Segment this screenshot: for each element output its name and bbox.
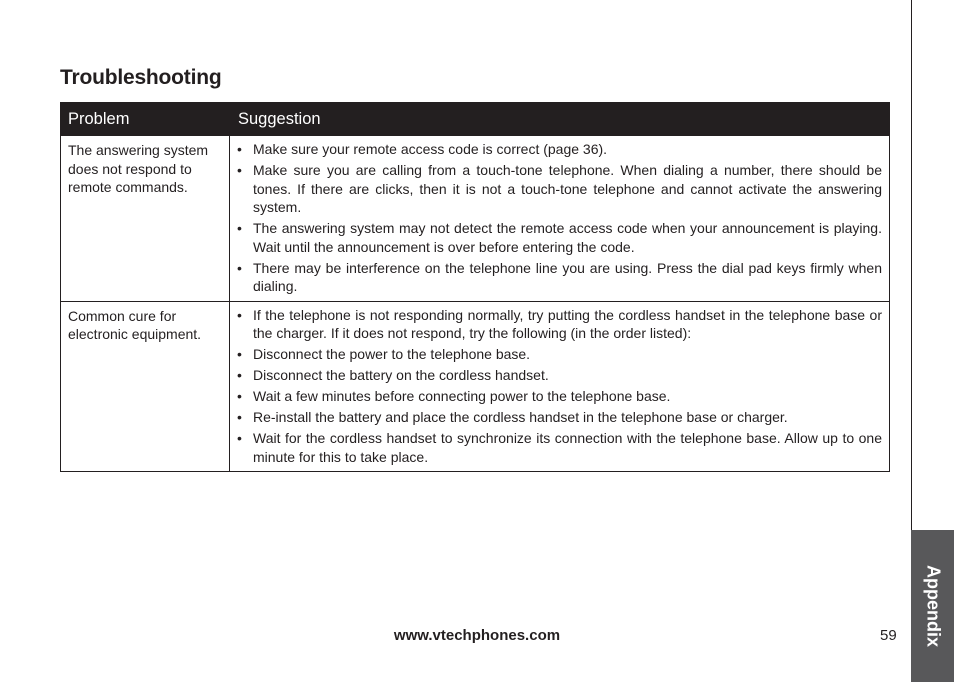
side-bar-line bbox=[911, 0, 954, 530]
list-item: • Make sure your remote access code is correct (page 36). bbox=[237, 140, 882, 159]
table-row bbox=[61, 301, 889, 472]
page-title: Troubleshooting bbox=[60, 66, 222, 89]
problem-cell: Common cure for electronic equipment. bbox=[61, 302, 230, 472]
side-tab-label: Appendix bbox=[923, 564, 943, 648]
list-item: • Wait for the cordless handset to synchronize its connection with the telephone base. Allow up to one minute for this to take place. bbox=[237, 429, 882, 466]
list-item: • There may be interference on the telephone line you are using. Press the dial pad keys firmly when dialing. bbox=[237, 259, 882, 296]
suggestion-cell bbox=[230, 302, 889, 472]
footer-url: www.vtechphones.com bbox=[393, 627, 561, 644]
list-item: • Re-install the battery and place the cordless handset in the telephone base or charger. bbox=[237, 408, 882, 427]
header-problem: Problem bbox=[68, 109, 130, 128]
suggestion-list bbox=[237, 306, 882, 467]
suggestion-cell bbox=[230, 136, 889, 301]
list-item: • If the telephone is not responding normally, try putting the cordless handset in the telephone base or the charger. If it does not respond, try the following (in the order listed): bbox=[237, 306, 882, 343]
list-item: • Wait a few minutes before connecting power to the telephone base. bbox=[237, 387, 882, 406]
list-item: • Disconnect the battery on the cordless handset. bbox=[237, 366, 882, 385]
troubleshooting-table bbox=[60, 102, 890, 472]
problem-cell: The answering system does not respond to remote commands. bbox=[61, 136, 230, 301]
list-item: • The answering system may not detect the remote access code when your announcement is playing. Wait until the announcement is over before entering the code. bbox=[237, 219, 882, 256]
list-item: • Make sure you are calling from a touch-tone telephone. When dialing a number, there should be tones. If there are clicks, then it is not a touch-tone telephone and cannot activate the answering system. bbox=[237, 161, 882, 217]
table-header bbox=[61, 103, 889, 135]
header-suggestion: Suggestion bbox=[238, 109, 321, 128]
side-tab bbox=[911, 530, 954, 682]
list-item: • Disconnect the power to the telephone base. bbox=[237, 345, 882, 364]
suggestion-list bbox=[237, 140, 882, 296]
table-row bbox=[61, 135, 889, 301]
page-number: 59 bbox=[880, 627, 897, 644]
